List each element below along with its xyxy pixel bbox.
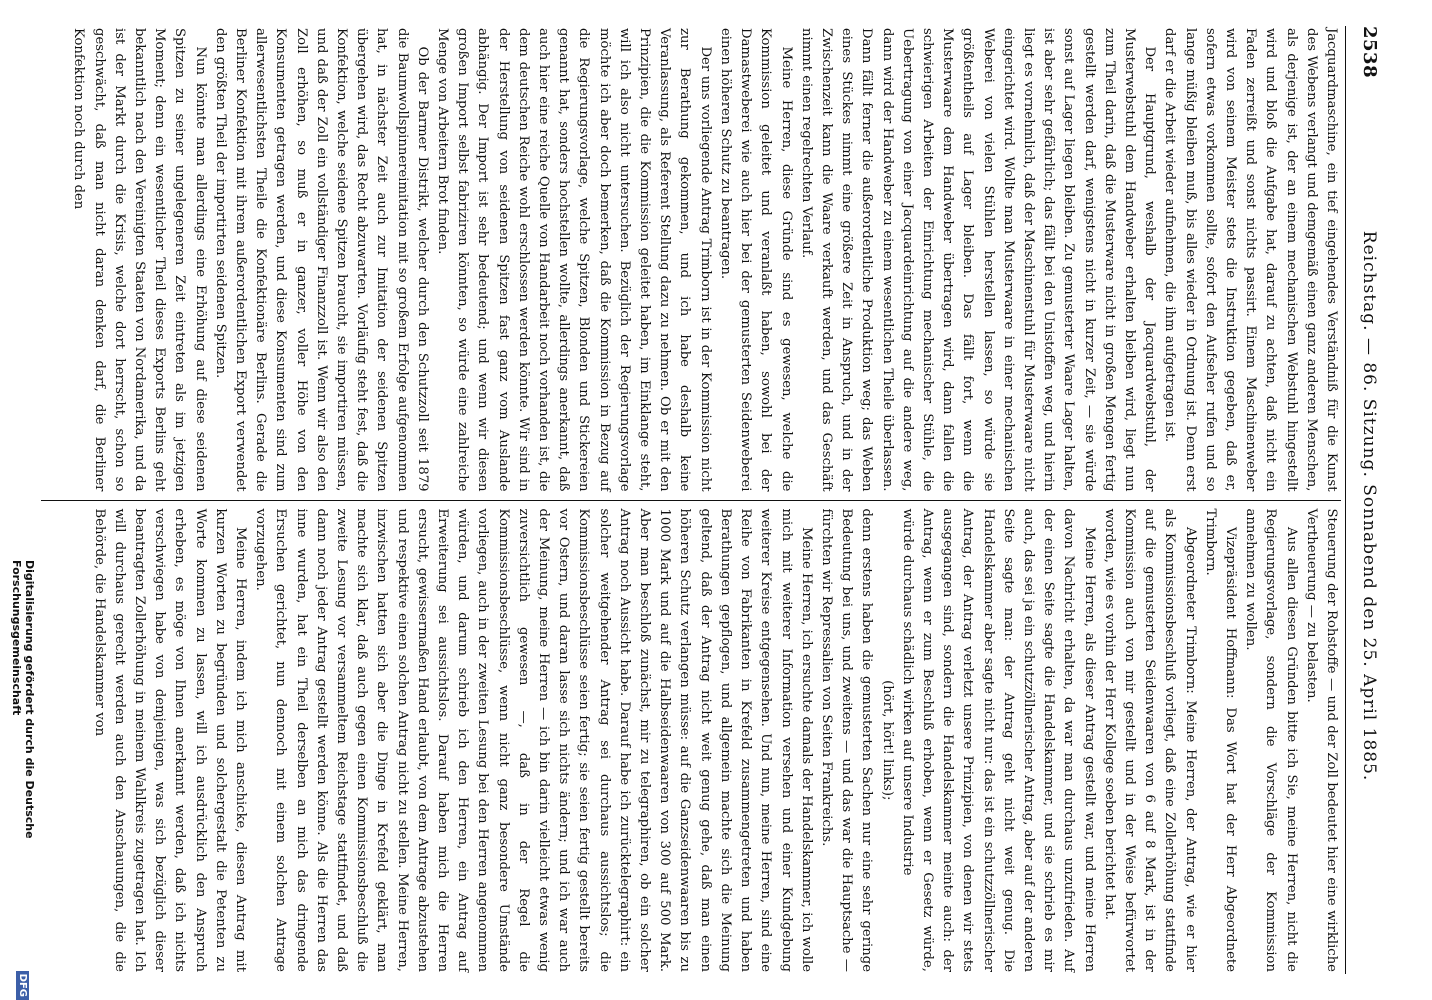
left-column (41, 20, 1341, 500)
paragraph: Der Hauptgrund, weshalb der Jacquardwebstuhl, der Musterwebstuhl dem Handweber erhalten bleiben wird, liegt nun zum Theil darin, daß die Musterware nicht in großen Mengen fertig gestellt werden darf, wenigstens nicht in kurzer Zeit, — sie würde sonst auf Lager liegen bleiben. Zu gemusterter Waare Lager halten, ist aber sehr gefährlich; das fällt bei den Unistoffen weg, und hierin liegt es vornehmlich, daß der Maschinenstuhl für Musterwaare nicht eingerichtet wird. Wollte man Musterwaare in einer mechanischen Weberei von vielen Stühlen herstellen lassen, so würde sie größtentheils auf Lager bleiben. Das fällt fort, wenn die Musterwaare dem Handweber übertragen wird, dann fallen die schwierigen Arbeiten der Einrichtung mechanischer Stühle, die Uebertragung von einer Jacquardeinrichtung auf die andere weg, dann wird der Handweber zu einem wesentlichen Theile überlassen. Dann fällt ferner die außerordentliche Produktion weg; das Weben eines Stückes nimmt eine größere Zeit in Anspruch, und in der Zwischenzeit kann die Waare verkauft werden, und das Geschäft nimmt einen regelrechten Verlauf. (798, 28, 1158, 492)
paragraph: Jacquardmaschine, ein tief eingehendes Verständniß für die Kunst des Webens verlangt und demgemäß einen ganz anderen Menschen, als derjenige ist, der an einem mechanischen Webstuhl hingestellt wird und bloß die Aufgabe hat, darauf zu achten, daß nicht ein Faden zerreißt und sonst nichts passirt. Einem Maschinenweber wird von seinem Meister stets die Instruktion gegeben, daß er, sofern etwas vorkommen sollte, sofort den Aufseher rufen und so lange müßig bleiben muß, bis alles wieder in Ordnung ist. Denn erst darf er die Arbeit wieder aufnehmen, die ihm aufgetragen ist. (1162, 28, 1339, 492)
paragraph: Meine Herren, diese Gründe sind es gewesen, welche die Kommission geleitet und veranlaßt haben, sowohl bei der Damastweberei wie auch hier bei der gemusterten Seidenweberei einen höheren Schutz zu beantragen. (717, 28, 794, 492)
text-columns (41, 20, 1341, 980)
paragraph: Aus allen diesen Gründen bitte ich Sie, meine Herren, nicht die Regierungsvorlage, sondern die Vorschläge der Kommission annehmen zu wollen. (1243, 508, 1299, 972)
paragraph: Steuerung der Rohstoffe — und der Zoll bedeutet hier eine wirkliche Vertheuerung — zu belasten. (1303, 508, 1339, 972)
paragraph: Vizepräsident Hoffmann: Das Wort hat der Herr Abgeordnete Trimborn. (1202, 508, 1238, 972)
credit-text: Digitalisierung gefördert durch die Deutsche Forschungsgemeinschaft (10, 560, 36, 839)
running-title: Reichstag. — 86. Sitzung. Sonnabend den 25. April 1885. (1359, 230, 1379, 782)
paragraph: Nun könnte man allerdings eine Erhöhung auf diese seidenen Spitzen zu seiner ungelegeneren Zeit eintreten als im jetzigen Moment; denn ein wesentlicher Theil dieses Exports Berlins geht bekanntlich nach den Vereinigten Staaten von Nordamerika, und da ist der Markt durch die Krisis, welche dort herrscht, schon so geschwächt, daß man nicht daran denken darf, die Berliner Konfektion noch durch den (71, 28, 208, 492)
right-column (41, 500, 1341, 981)
dfg-logo: DFG (17, 971, 30, 1000)
paragraph: (hört, hört! links); (879, 680, 895, 801)
paragraph: Meine Herren, als dieser Antrag gestellt war, und meine Herren davon Nachricht erhalten, da war man durchaus unzufrieden. Auf der einen Seite sagte die Handelskammer, und sie schrieb es mir auch, das sei ja ein schutzzöllnerischer Antrag, aber auf der anderen Seite sagte man: der Antrag geht nicht weit genug. Die Handelskammer aber sagte nicht nur: das ist ein schutzzöllnerischer Antrag, der Antrag verletzt unsere Prinzipien, von denen wir stets ausgegangen sind, sondern die Handelskammer meinte auch: der Antrag, wenn er zum Beschluß erhoben, wenn er Gesetz würde, würde durchaus schädlich wirken auf unsere Industrie (899, 508, 1097, 972)
paragraph: Meine Herren, ich ersuchte damals der Handelskammer, ich wolle mich mit weiterer Information versehen und einer Kundgebung weiterer Kreise entgegensehen. Und nun, meine Herren, sind eine Reihe von Fabrikanten in Krefeld zusammengetreten und haben Berathungen gepflogen, und allgemein machte sich die Meinung geltend, daß der Antrag nicht weit genug gehe, daß man einen höheren Schutz verlangen müsse: auf die Ganzseidenwaaren bis zu 1000 Mark und auf die Halbseidenwaaren von 300 auf 500 Mark. Aber man beschloß zunächst, mir zu telegraphiren, ob ein solcher Antrag noch Aussicht habe. Darauf habe ich zurücktelegraphirt: ein solcher weitgehender Antrag sei durchaus aussichtslos; die Kommissionsbeschlüsse seien fertig; sie seien fertig gestellt bereits vor Ostern, und daran lasse sich nichts ändern; und ich war auch der Meinung, meine Herren — ich bin darin vielleicht etwas wenig zuversichtlich gewesen —, daß in der Regel die Kommissionsbeschlüsse, wenn nicht ganz besondere Umstände vorliegen, auch in der zweiten Lesung bei den Herren angenommen würden, und darum schrieb ich den Herren, ein Antrag auf Erweiterung sei aussichtslos. Darauf haben mich die Herren ersucht, gewissermaßen Hand erlaubt, von dem Antrage abzustehen und respektive einen solchen Antrag nicht zu stellen. Meine Herren, inzwischen hatten sich aber die Dinge in Krefeld geklärt, man machte sich klar, daß auch gegen einen Kommissionsbeschluß die zweite Lesung vor versammeltem Reichstage stattfindet, und daß dann noch jeder Antrag gestellt werden könne. Als die Herren das inne wurden, hat ein Theil derselben an mich das dringende Ersuchen gerichtet, nun dennoch mit einem solchen Antrage vorzugehen. (253, 508, 814, 972)
paragraph: Ob der Barmer Distrikt, welcher durch den Schutzzoll seit 1879 die Baumwollspinnereimitation mit so großem Erfolge aufgenommen hat, in nächster Zeit auch zur Imitation der seidenen Spitzen übergehen wird, das Recht abzuwarten. Vorläufig steht fest, daß die Konfektion, welche seidene Spitzen braucht, sie importiren müssen, und daß der Zoll ein vollständiger Finanzzoll ist. Wenn wir also den Zoll erhöhen, so muß er in ganzer, voller Höhe von den Konsumenten getragen werden, und diese Konsumenten sind zum allerwesentlichsten Theile die Konfektionäre Berlins. Gerade die Berliner Konfektion mit ihrem außerordentlichen Export verwendet den größten Theil der importirten seidenen Spitzen. (212, 28, 430, 492)
paragraph: denn erstens haben die gemusterten Sachen nur eine sehr geringe Bedeutung bei uns, und zweitens — und das war die Hauptsache — fürchten wir Repressalien von Seiten Frankreichs. (818, 508, 875, 972)
page-header (1345, 26, 1380, 974)
paragraph: Der uns vorliegende Antrag Trimborn ist in der Kommission nicht zur Berathung gekommen, und ich habe deshalb keine Veranlassung, als Referent Stellung dazu zu nehmen. Ob er mit den Prinzipien, die die Kommission geleitet haben, im Einklange steht, will ich also nicht untersuchen. Bezüglich der Regierungsvorlage möchte ich aber doch bemerken, daß die Kommission in Bezug auf die Regierungsvorlage, welche Spitzen, Blonden und Stickereien genannt hat, sonders hochstellen wollte, allerdings anerkannt, daß auch hier eine reiche Quelle von Handarbeit noch vorhanden ist, die dem deutschen Reiche wohl erschlossen werden könnte. Wir sind in der Herstellung von seidenen Spitzen fast ganz vom Auslande abhängig. Der Import ist sehr bedeutend; und wenn wir diesen großen Import selbst fabriziren könnten, so würde eine zahlreiche Menge von Arbeitern Brot finden. (435, 28, 713, 492)
paragraph: Meine Herren, indem ich mich anschicke, diesen Antrag mit kurzen Worten zu begründen und solchergestalt die Petenten zu Worte kommen zu lassen, will ich ausdrücklich den Anspruch erheben, es möge von Ihnen anerkannt werden, daß ich nichts verschwiegen habe von demjenigen, was sich bezüglich dieser beantragten Zollerhöhung in meinem Wahlkreis zugetragen hat. Ich will durchaus gerecht werden auch den Anschauungen, die die Behörde, die Handelskammer von (91, 508, 249, 972)
page-number: 2538 (1359, 26, 1380, 79)
paragraph: Abgeordneter Trimborn: Meine Herren, der Antrag, wie er hier als Kommissionsbeschluß vorliegt, daß eine Zollerhöhung stattfinde auf die gemusterten Seidenwaaren von 6 auf 8 Mark, ist in der Kommission auch von mir gestellt und in der Weise befürwortet worden, wie es vorhin der Herr Kollege soeben berichtet hat. (1101, 508, 1198, 972)
digitization-credit (10, 0, 36, 1000)
page-content (40, 20, 1380, 980)
